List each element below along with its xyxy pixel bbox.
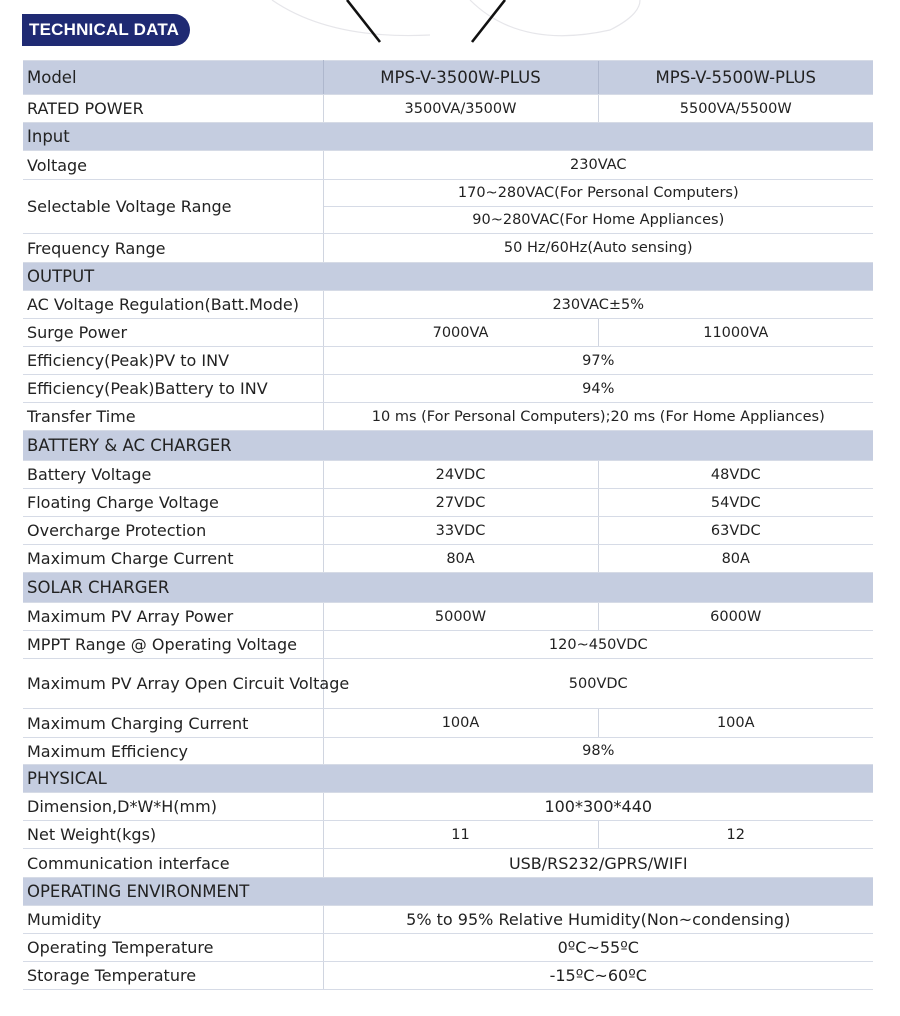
section-title: Input — [23, 123, 873, 151]
row-value: 10 ms (For Personal Computers);20 ms (For Home Appliances) — [323, 403, 873, 431]
model-label: Model — [23, 61, 323, 95]
section-battery — [23, 431, 873, 461]
table-row — [23, 347, 873, 375]
row-label: Efficiency(Peak)Battery to INV — [23, 375, 323, 403]
table-row — [23, 95, 873, 123]
row-label: Surge Power — [23, 319, 323, 347]
row-value: 0ºC~55ºC — [323, 934, 873, 962]
row-value-b: 54VDC — [598, 489, 873, 517]
row-value: 120~450VDC — [323, 631, 873, 659]
row-label: Maximum PV Array Open Circuit Voltage — [23, 659, 323, 709]
table-row — [23, 962, 873, 990]
table-row — [23, 603, 873, 631]
row-value-b: 6000W — [598, 603, 873, 631]
row-label: AC Voltage Regulation(Batt.Mode) — [23, 291, 323, 319]
row-value: 94% — [323, 375, 873, 403]
section-physical — [23, 765, 873, 793]
row-value-a: 11 — [323, 821, 598, 849]
row-label: Dimension,D*W*H(mm) — [23, 793, 323, 821]
table-row — [23, 545, 873, 573]
row-value-a: 5000W — [323, 603, 598, 631]
row-value-a: 24VDC — [323, 461, 598, 489]
row-value-a: 27VDC — [323, 489, 598, 517]
row-label: Frequency Range — [23, 234, 323, 263]
row-value: 50 Hz/60Hz(Auto sensing) — [323, 234, 873, 263]
row-label: Storage Temperature — [23, 962, 323, 990]
row-label: Efficiency(Peak)PV to INV — [23, 347, 323, 375]
row-label: Maximum Efficiency — [23, 738, 323, 765]
technical-data-table — [23, 60, 873, 990]
table-row — [23, 234, 873, 263]
table-row — [23, 631, 873, 659]
row-label: Communication interface — [23, 849, 323, 878]
row-label: Net Weight(kgs) — [23, 821, 323, 849]
row-value-b: 63VDC — [598, 517, 873, 545]
technical-data-tag: TECHNICAL DATA — [22, 14, 190, 46]
section-title: OUTPUT — [23, 263, 873, 291]
row-value-b: 80A — [598, 545, 873, 573]
table-row — [23, 489, 873, 517]
table-row — [23, 319, 873, 347]
row-label: MPPT Range @ Operating Voltage — [23, 631, 323, 659]
row-value-a: 7000VA — [323, 319, 598, 347]
rated-power-label: RATED POWER — [23, 95, 323, 123]
table-row — [23, 738, 873, 765]
row-value: -15ºC~60ºC — [323, 962, 873, 990]
table-row — [23, 180, 873, 207]
section-title: OPERATING ENVIRONMENT — [23, 878, 873, 906]
table-row — [23, 793, 873, 821]
row-label: Mumidity — [23, 906, 323, 934]
table-row — [23, 821, 873, 849]
section-output — [23, 263, 873, 291]
section-environment — [23, 878, 873, 906]
row-label: Floating Charge Voltage — [23, 489, 323, 517]
model-b: MPS-V-5500W-PLUS — [598, 61, 873, 95]
model-a: MPS-V-3500W-PLUS — [323, 61, 598, 95]
row-value-b: 48VDC — [598, 461, 873, 489]
row-label: Maximum Charge Current — [23, 545, 323, 573]
model-header-row — [23, 61, 873, 95]
table-row — [23, 375, 873, 403]
section-title: PHYSICAL — [23, 765, 873, 793]
table-row — [23, 403, 873, 431]
row-label: Maximum Charging Current — [23, 709, 323, 738]
table-row — [23, 934, 873, 962]
rated-power-b: 5500VA/5500W — [598, 95, 873, 123]
table-row — [23, 906, 873, 934]
row-value-a: 33VDC — [323, 517, 598, 545]
row-value: 100*300*440 — [323, 793, 873, 821]
row-value-b: 11000VA — [598, 319, 873, 347]
row-label: Maximum PV Array Power — [23, 603, 323, 631]
table-row — [23, 291, 873, 319]
row-value: 170~280VAC(For Personal Computers) — [323, 180, 873, 207]
row-label: Operating Temperature — [23, 934, 323, 962]
section-title: SOLAR CHARGER — [23, 573, 873, 603]
row-value: 5% to 95% Relative Humidity(Non~condensing) — [323, 906, 873, 934]
row-label: Voltage — [23, 151, 323, 180]
row-label: Transfer Time — [23, 403, 323, 431]
row-value: USB/RS232/GPRS/WIFI — [323, 849, 873, 878]
table-row — [23, 517, 873, 545]
section-input — [23, 123, 873, 151]
row-value: 98% — [323, 738, 873, 765]
row-label: Selectable Voltage Range — [23, 180, 323, 234]
row-value: 90~280VAC(For Home Appliances) — [323, 207, 873, 234]
row-value: 500VDC — [323, 659, 873, 709]
table-row — [23, 461, 873, 489]
row-label: Overcharge Protection — [23, 517, 323, 545]
row-value: 230VAC — [323, 151, 873, 180]
row-value-a: 100A — [323, 709, 598, 738]
row-label: Battery Voltage — [23, 461, 323, 489]
row-value: 230VAC±5% — [323, 291, 873, 319]
row-value-b: 12 — [598, 821, 873, 849]
table-row — [23, 151, 873, 180]
section-title: BATTERY & AC CHARGER — [23, 431, 873, 461]
rated-power-a: 3500VA/3500W — [323, 95, 598, 123]
row-value: 97% — [323, 347, 873, 375]
row-value-b: 100A — [598, 709, 873, 738]
row-value-a: 80A — [323, 545, 598, 573]
table-row — [23, 659, 873, 709]
table-row — [23, 849, 873, 878]
table-row — [23, 709, 873, 738]
section-solar — [23, 573, 873, 603]
